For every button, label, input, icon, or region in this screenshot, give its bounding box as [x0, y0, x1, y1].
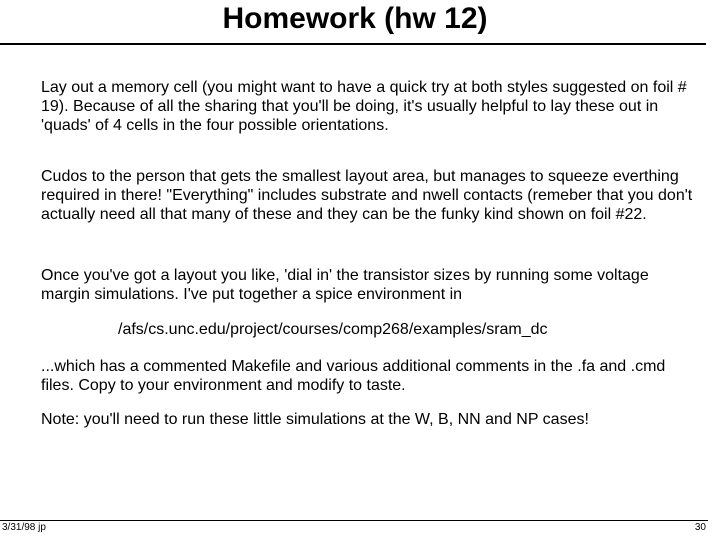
spice-environment-path: /afs/cs.unc.edu/project/courses/comp268/examples/sram_dc [118, 321, 548, 338]
paragraph-dial-in-transistor-sizes: Once you've got a layout you like, 'dial in' the transistor sizes by running some voltage margin simulations. I've put together a spice environment in [41, 267, 649, 303]
paragraph-smallest-layout-area: Cudos to the person that gets the smallest layout area, but manages to squeeze everthing required in there! "Everything" includes substrate and nwell contacts (remeber that you don't actually need all that many of these and they can be the funky kind shown on foil #22. [41, 168, 693, 223]
paragraph-makefile-comments: ...which has a commented Makefile and various additional comments in the .fa and .cmd files. Copy to your environment and modify to taste. [41, 358, 666, 394]
slide-title: Homework (hw 12) [222, 2, 488, 35]
paragraph-simulation-cases-note: Note: you'll need to run these little simulations at the W, B, NN and NP cases! [41, 411, 589, 428]
footer-divider [0, 520, 708, 521]
paragraph-layout-memory-cell: Lay out a memory cell (you might want to have a quick try at both styles suggested on foil # 19). Because of all the sharing that you'll be doing, it's usually helpful to lay these out in 'quads' of 4 cells in the four possible orientations. [41, 79, 687, 134]
title-divider [0, 43, 706, 45]
page-number: 30 [694, 522, 706, 533]
footer-date: 3/31/98 jp [2, 522, 46, 533]
